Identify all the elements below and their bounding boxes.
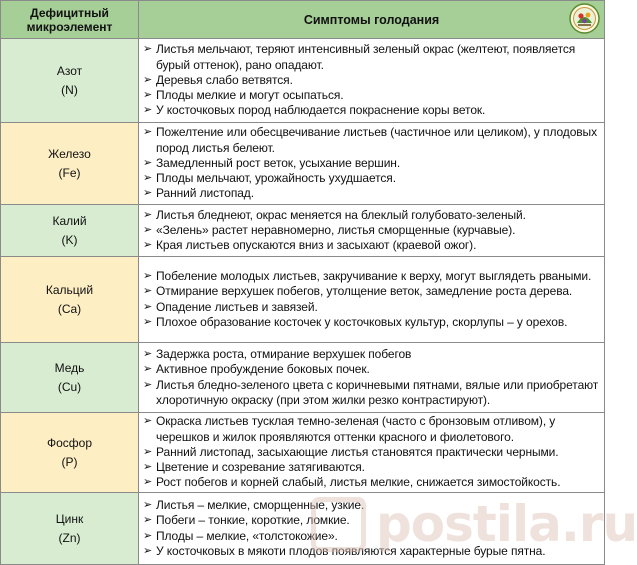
arrow-bullet-icon: ➢ [143, 89, 153, 102]
header-symptoms-column: Симптомы голодания [139, 1, 605, 39]
symptoms-cell [139, 205, 605, 257]
symptom-text: Отмирание верхушек побегов, утолщение веток, замедление роста дерева. [156, 284, 573, 299]
arrow-bullet-icon: ➢ [143, 461, 153, 474]
element-symbol: (Ca) [57, 301, 82, 316]
arrow-bullet-icon: ➢ [143, 104, 153, 117]
element-cell [1, 493, 139, 565]
element-symbol: (N) [61, 82, 78, 97]
symptom-text: Плоды мелкие и могут осыпаться. [156, 88, 344, 103]
symptom-item [139, 378, 604, 409]
table-row [1, 413, 605, 493]
arrow-bullet-icon: ➢ [143, 363, 153, 376]
symptom-text: Побеги – тонкие, короткие, ломкие. [156, 513, 350, 528]
symptom-item [139, 460, 604, 475]
element-symbol: (K) [61, 232, 78, 247]
symptom-text: Листья бледнеют, окрас меняется на блеклый голубовато-зеленый. [156, 207, 526, 222]
symptom-item [139, 445, 604, 460]
symptom-item [139, 42, 604, 73]
watermark-icon [311, 497, 366, 552]
arrow-bullet-icon: ➢ [143, 378, 153, 391]
symptom-text: Листья – мелкие, сморщенные, узкие. [156, 497, 365, 512]
symptom-text: Активное пробуждение боковых почек. [156, 362, 370, 377]
arrow-bullet-icon: ➢ [143, 187, 153, 200]
arrow-bullet-icon: ➢ [143, 476, 153, 489]
element-cell [1, 413, 139, 493]
symptom-item [139, 414, 604, 445]
symptoms-list [139, 42, 604, 118]
element-cell [1, 343, 139, 413]
symptom-text: Листья мельчают, теряют интенсивный зеленый окрас (желтеют, появляется бурый оттенок), рано опадают. [156, 42, 576, 72]
symptoms-list [139, 125, 604, 201]
element-cell [1, 123, 139, 205]
table-row [1, 343, 605, 413]
symptoms-cell [139, 413, 605, 493]
element-name: Медь [54, 360, 85, 375]
arrow-bullet-icon: ➢ [143, 529, 153, 542]
header-row [1, 1, 605, 39]
symptom-item [139, 362, 604, 377]
symptom-item [139, 223, 604, 238]
arrow-bullet-icon: ➢ [143, 347, 153, 360]
arrow-bullet-icon: ➢ [143, 126, 153, 139]
symptom-text: «Зелень» растет неравномерно, листья сморщенные (курчавые). [156, 222, 516, 237]
arrow-bullet-icon: ➢ [143, 172, 153, 185]
symptom-text: Ранний листопад, засыхающие листья становятся практически черными. [156, 444, 559, 459]
symptom-item [139, 238, 604, 253]
symptom-text: У косточковых в мякоти плодов появляются характерные бурые пятна. [156, 543, 546, 558]
symptom-item [139, 103, 604, 118]
arrow-bullet-icon: ➢ [143, 445, 153, 458]
element-name: Фосфор [46, 435, 93, 450]
symptom-item [139, 156, 604, 171]
symptom-text: Плоды – мелкие, «толстокожие». [156, 528, 338, 543]
symptoms-cell [139, 343, 605, 413]
symptom-text: Побеление молодых листьев, закручивание к верху, могут выглядеть рваными. [156, 268, 592, 283]
table-body [1, 39, 605, 565]
arrow-bullet-icon: ➢ [143, 285, 153, 298]
symptom-item [139, 208, 604, 223]
element-name: Цинк [55, 511, 84, 526]
symptom-text: Задержка роста, отмирание верхушек побегов [156, 346, 412, 361]
symptom-text: Плохое образование косточек у косточковых культур, скорлупы – у орехов. [156, 314, 568, 329]
element-name: Железо [48, 146, 91, 161]
table-row [1, 39, 605, 123]
symptom-text: Окраска листьев тусклая темно-зеленая (часто с бронзовым отливом), у черешков и жилок проявляются оттенки красного и фиолетового. [156, 414, 556, 444]
arrow-bullet-icon: ➢ [143, 544, 153, 557]
arrow-bullet-icon: ➢ [143, 300, 153, 313]
arrow-bullet-icon: ➢ [143, 208, 153, 221]
symptom-item [139, 300, 604, 315]
element-symbol: (Fe) [58, 165, 81, 180]
arrow-bullet-icon: ➢ [143, 223, 153, 236]
symptom-text: Плоды мельчают, урожайность ухудшается. [156, 171, 396, 186]
watermark-text: postila.ru [376, 495, 637, 553]
symptoms-cell [139, 123, 605, 205]
symptoms-list [139, 347, 604, 408]
symptom-text: Листья бледно-зеленого цвета с коричневыми пятнами, вялые или приобретают хлоротичную окраску (при этом жилки резко контрастируют). [156, 377, 599, 407]
element-cell [1, 205, 139, 257]
arrow-bullet-icon: ➢ [143, 269, 153, 282]
element-name: Азот [56, 63, 83, 78]
symptom-item [139, 347, 604, 362]
arrow-bullet-icon: ➢ [143, 239, 153, 252]
arrow-bullet-icon: ➢ [143, 514, 153, 527]
symptom-item [139, 125, 604, 156]
symptoms-cell [139, 257, 605, 343]
element-name: Кальций [45, 282, 94, 297]
element-cell [1, 257, 139, 343]
arrow-bullet-icon: ➢ [143, 315, 153, 328]
symptom-item [139, 475, 604, 490]
symptom-item [139, 269, 604, 284]
symptom-item [139, 186, 604, 201]
header-element-column: Дефицитный микроэлемент [1, 1, 139, 39]
symptom-text: Края листьев опускаются вниз и засыхают (краевой ожог). [156, 238, 477, 253]
garden-logo-icon [569, 3, 600, 34]
symptoms-cell [139, 39, 605, 123]
symptom-text: Пожелтение или обесцвечивание листьев (частичное или целиком), у плодовых пород листья белеют. [156, 125, 597, 155]
symptom-item [139, 171, 604, 186]
symptom-text: Опадение листьев и завязей. [156, 299, 318, 314]
symptoms-list [139, 208, 604, 254]
symptoms-list [139, 414, 604, 490]
arrow-bullet-icon: ➢ [143, 415, 153, 428]
symptom-text: Ранний листопад. [156, 186, 254, 201]
table-row [1, 205, 605, 257]
element-cell [1, 39, 139, 123]
element-symbol: (P) [61, 454, 78, 469]
arrow-bullet-icon: ➢ [143, 43, 153, 56]
symptom-item [139, 284, 604, 299]
symptom-item [139, 73, 604, 88]
arrow-bullet-icon: ➢ [143, 156, 153, 169]
symptom-text: Рост побегов и корней слабый, листья мелкие, снижается зимостойкость. [156, 475, 561, 490]
table-row [1, 257, 605, 343]
symptom-item [139, 315, 604, 330]
arrow-bullet-icon: ➢ [143, 73, 153, 86]
element-symbol: (Zn) [58, 530, 81, 545]
symptom-item [139, 88, 604, 103]
arrow-bullet-icon: ➢ [143, 498, 153, 511]
table-row [1, 123, 605, 205]
symptom-text: Деревья слабо ветвятся. [156, 72, 293, 87]
symptom-text: У косточковых пород наблюдается покраснение коры веток. [156, 103, 486, 118]
symptom-text: Замедленный рост веток, усыхание вершин. [156, 155, 401, 170]
element-name: Калий [52, 213, 87, 228]
symptom-text: Цветение и созревание затягиваются. [156, 460, 365, 475]
symptoms-list [139, 269, 604, 330]
element-symbol: (Cu) [57, 379, 82, 394]
